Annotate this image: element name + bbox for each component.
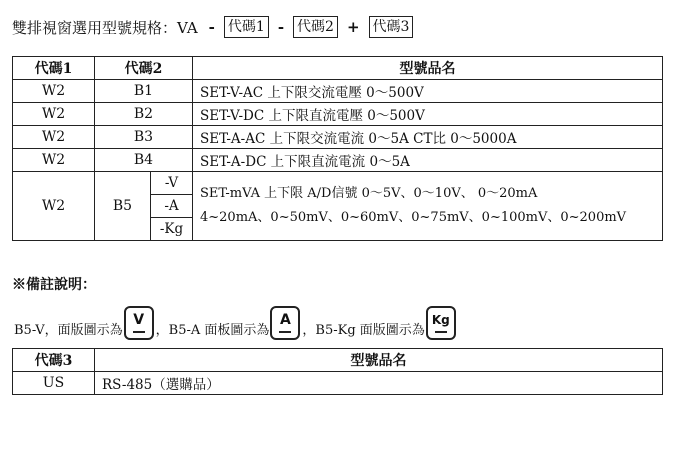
desc-line: 4~20mA、0~50mV、0~60mV、0~75mV、0~100mV、0~200mV bbox=[200, 210, 627, 225]
icon-bar bbox=[435, 331, 447, 333]
cell-code1: W2 bbox=[13, 103, 95, 126]
cell-desc: SET-V-DC 上下限直流電壓 0～500V bbox=[193, 103, 663, 126]
cell-code1: W2 bbox=[13, 126, 95, 149]
dash-separator: - bbox=[277, 18, 285, 36]
table-row bbox=[13, 80, 663, 103]
spec-title: 雙排視窗選用型號規格：VA bbox=[12, 18, 198, 37]
icon-bar bbox=[133, 331, 145, 333]
icon-bar bbox=[279, 331, 291, 333]
table-row bbox=[13, 372, 663, 395]
table-header-row bbox=[13, 57, 663, 80]
note-text: ，B5-A 面板圖示為 bbox=[155, 323, 270, 338]
cell-code1: W2 bbox=[13, 80, 95, 103]
dash-separator: - bbox=[208, 18, 215, 36]
icon-symbol: A bbox=[280, 312, 291, 328]
model-spec-table bbox=[12, 56, 663, 241]
cell-code2: B5 bbox=[95, 172, 151, 241]
cell-desc: SET-A-DC 上下限直流電流 0～5A bbox=[193, 149, 663, 172]
header-code1: 代碼1 bbox=[13, 57, 95, 80]
amp-panel-icon bbox=[270, 306, 300, 340]
header-code3: 代碼3 bbox=[13, 349, 95, 372]
desc-line: SET-mVA 上下限 A/D信號 0～5V、0～10V、 0～20mA bbox=[200, 186, 538, 201]
cell-desc-multiline bbox=[193, 172, 663, 241]
cell-subcode-kg: -Kg bbox=[151, 218, 193, 241]
note-text: ，B5-Kg 面版圖示為 bbox=[302, 323, 425, 338]
code1-box: 代碼1 bbox=[224, 16, 269, 38]
table-row bbox=[13, 103, 663, 126]
plus-separator: + bbox=[346, 18, 360, 36]
notes-title: ※備註說明： bbox=[12, 277, 96, 293]
code2-box: 代碼2 bbox=[293, 16, 338, 38]
cell-code3: US bbox=[13, 372, 95, 395]
cell-code2: B2 bbox=[95, 103, 193, 126]
icon-symbol: V bbox=[133, 312, 145, 328]
cell-code2: B3 bbox=[95, 126, 193, 149]
table-row bbox=[13, 172, 663, 195]
code3-box: 代碼3 bbox=[369, 16, 414, 38]
kg-panel-icon bbox=[426, 306, 456, 340]
cell-desc: SET-V-AC 上下限交流電壓 0～500V bbox=[193, 80, 663, 103]
option-table bbox=[12, 348, 663, 395]
cell-code1: W2 bbox=[13, 172, 95, 241]
table-row bbox=[13, 149, 663, 172]
cell-code2: B1 bbox=[95, 80, 193, 103]
table-header-row bbox=[13, 349, 663, 372]
cell-desc: RS-485（選購品） bbox=[95, 372, 663, 395]
cell-code1: W2 bbox=[13, 149, 95, 172]
cell-subcode-a: -A bbox=[151, 195, 193, 218]
spec-title-line bbox=[12, 14, 413, 40]
notes-line bbox=[14, 302, 458, 338]
note-text: B5-V，面版圖示為 bbox=[14, 323, 123, 338]
cell-subcode-v: -V bbox=[151, 172, 193, 195]
table-row bbox=[13, 126, 663, 149]
cell-code2: B4 bbox=[95, 149, 193, 172]
volt-panel-icon bbox=[124, 306, 154, 340]
header-code2: 代碼2 bbox=[95, 57, 193, 80]
icon-symbol: Kg bbox=[431, 313, 450, 327]
cell-desc: SET-A-AC 上下限交流電流 0～5A CT比 0～5000A bbox=[193, 126, 663, 149]
header-model-name: 型號品名 bbox=[95, 349, 663, 372]
header-model-name: 型號品名 bbox=[193, 57, 663, 80]
